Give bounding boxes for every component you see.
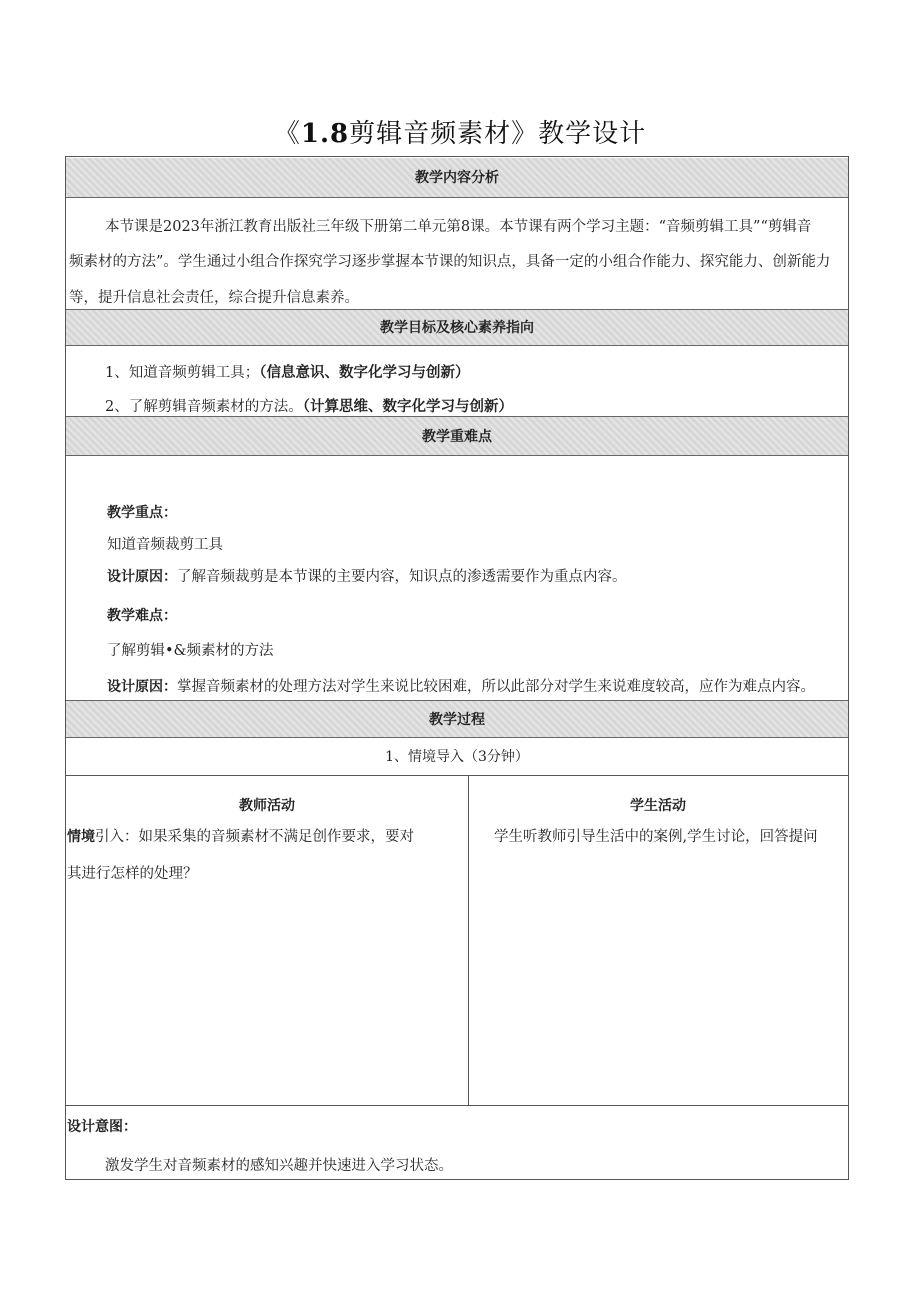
teacher-activity-line-1: 情境引入：如果采集的音频素材不满足创作要求，要对 <box>67 829 414 845</box>
design-intent-text: 激发学生对音频素材的感知兴趣并快速进入学习状态。 <box>105 1158 453 1174</box>
teacher-activity-header: 教师活动 <box>239 798 295 814</box>
reason-1: 设计原因：了解音频裁剪是本节课的主要内容，知识点的渗透需要作为重点内容。 <box>107 569 627 585</box>
goal-item-2: 2、了解剪辑音频素材的方法。（计算思维、数字化学习与创新） <box>105 399 513 415</box>
reason-2: 设计原因：掌握音频素材的处理方法对学生来说比较困难，所以此部分对学生来说难度较高，应作为难点内容。 <box>107 679 815 695</box>
goal-item-1-tag: （信息意识、数字化学习与创新） <box>259 365 470 381</box>
section-header-goals: 教学目标及核心素养指向 <box>66 309 848 346</box>
analysis-line-1: 本节课是2023年浙江教育出版社三年级下册第二单元第8课。本节课有两个学习主题：“音频剪辑工具”“剪辑音 <box>105 219 812 235</box>
title-number: 1.8 <box>300 119 350 149</box>
teacher-activity-line-2: 其进行怎样的处理？ <box>67 866 198 882</box>
design-intent-label: 设计意图： <box>67 1119 137 1135</box>
document-title: 《1.8剪辑音频素材》教学设计 <box>273 119 647 149</box>
focus-label: 教学重点： <box>107 505 177 521</box>
section-header-analysis: 教学内容分析 <box>66 158 848 198</box>
process-step-1-title: 1、情境导入（3分钟） <box>66 738 848 776</box>
section-header-process: 教学过程 <box>66 700 848 738</box>
section-header-keypoints: 教学重难点 <box>66 416 848 456</box>
activity-column-divider <box>468 776 469 1106</box>
analysis-content <box>66 203 848 309</box>
analysis-line-2: 频素材的方法”。学生通过小组合作探究学习逐步掌握本节课的知识点，具备一定的小组合作能力、探究能力、创新能力 <box>69 254 831 270</box>
goal-item-2-tag: （计算思维、数字化学习与创新） <box>302 399 513 415</box>
lesson-plan-table <box>65 156 849 1180</box>
analysis-line-3: 等，提升信息社会责任，综合提升信息素养。 <box>69 290 359 306</box>
student-activity-header: 学生活动 <box>630 798 686 814</box>
goal-item-1: 1、知道音频剪辑工具；（信息意识、数字化学习与创新） <box>105 365 470 381</box>
student-activity-text: 学生听教师引导生活中的案例,学生讨论，回答提问 <box>494 829 818 845</box>
activity-bottom-border <box>66 1105 848 1106</box>
focus-text: 知道音频裁剪工具 <box>107 537 223 553</box>
difficulty-text: 了解剪辑•&频素材的方法 <box>107 643 274 659</box>
difficulty-label: 教学难点： <box>107 608 177 624</box>
